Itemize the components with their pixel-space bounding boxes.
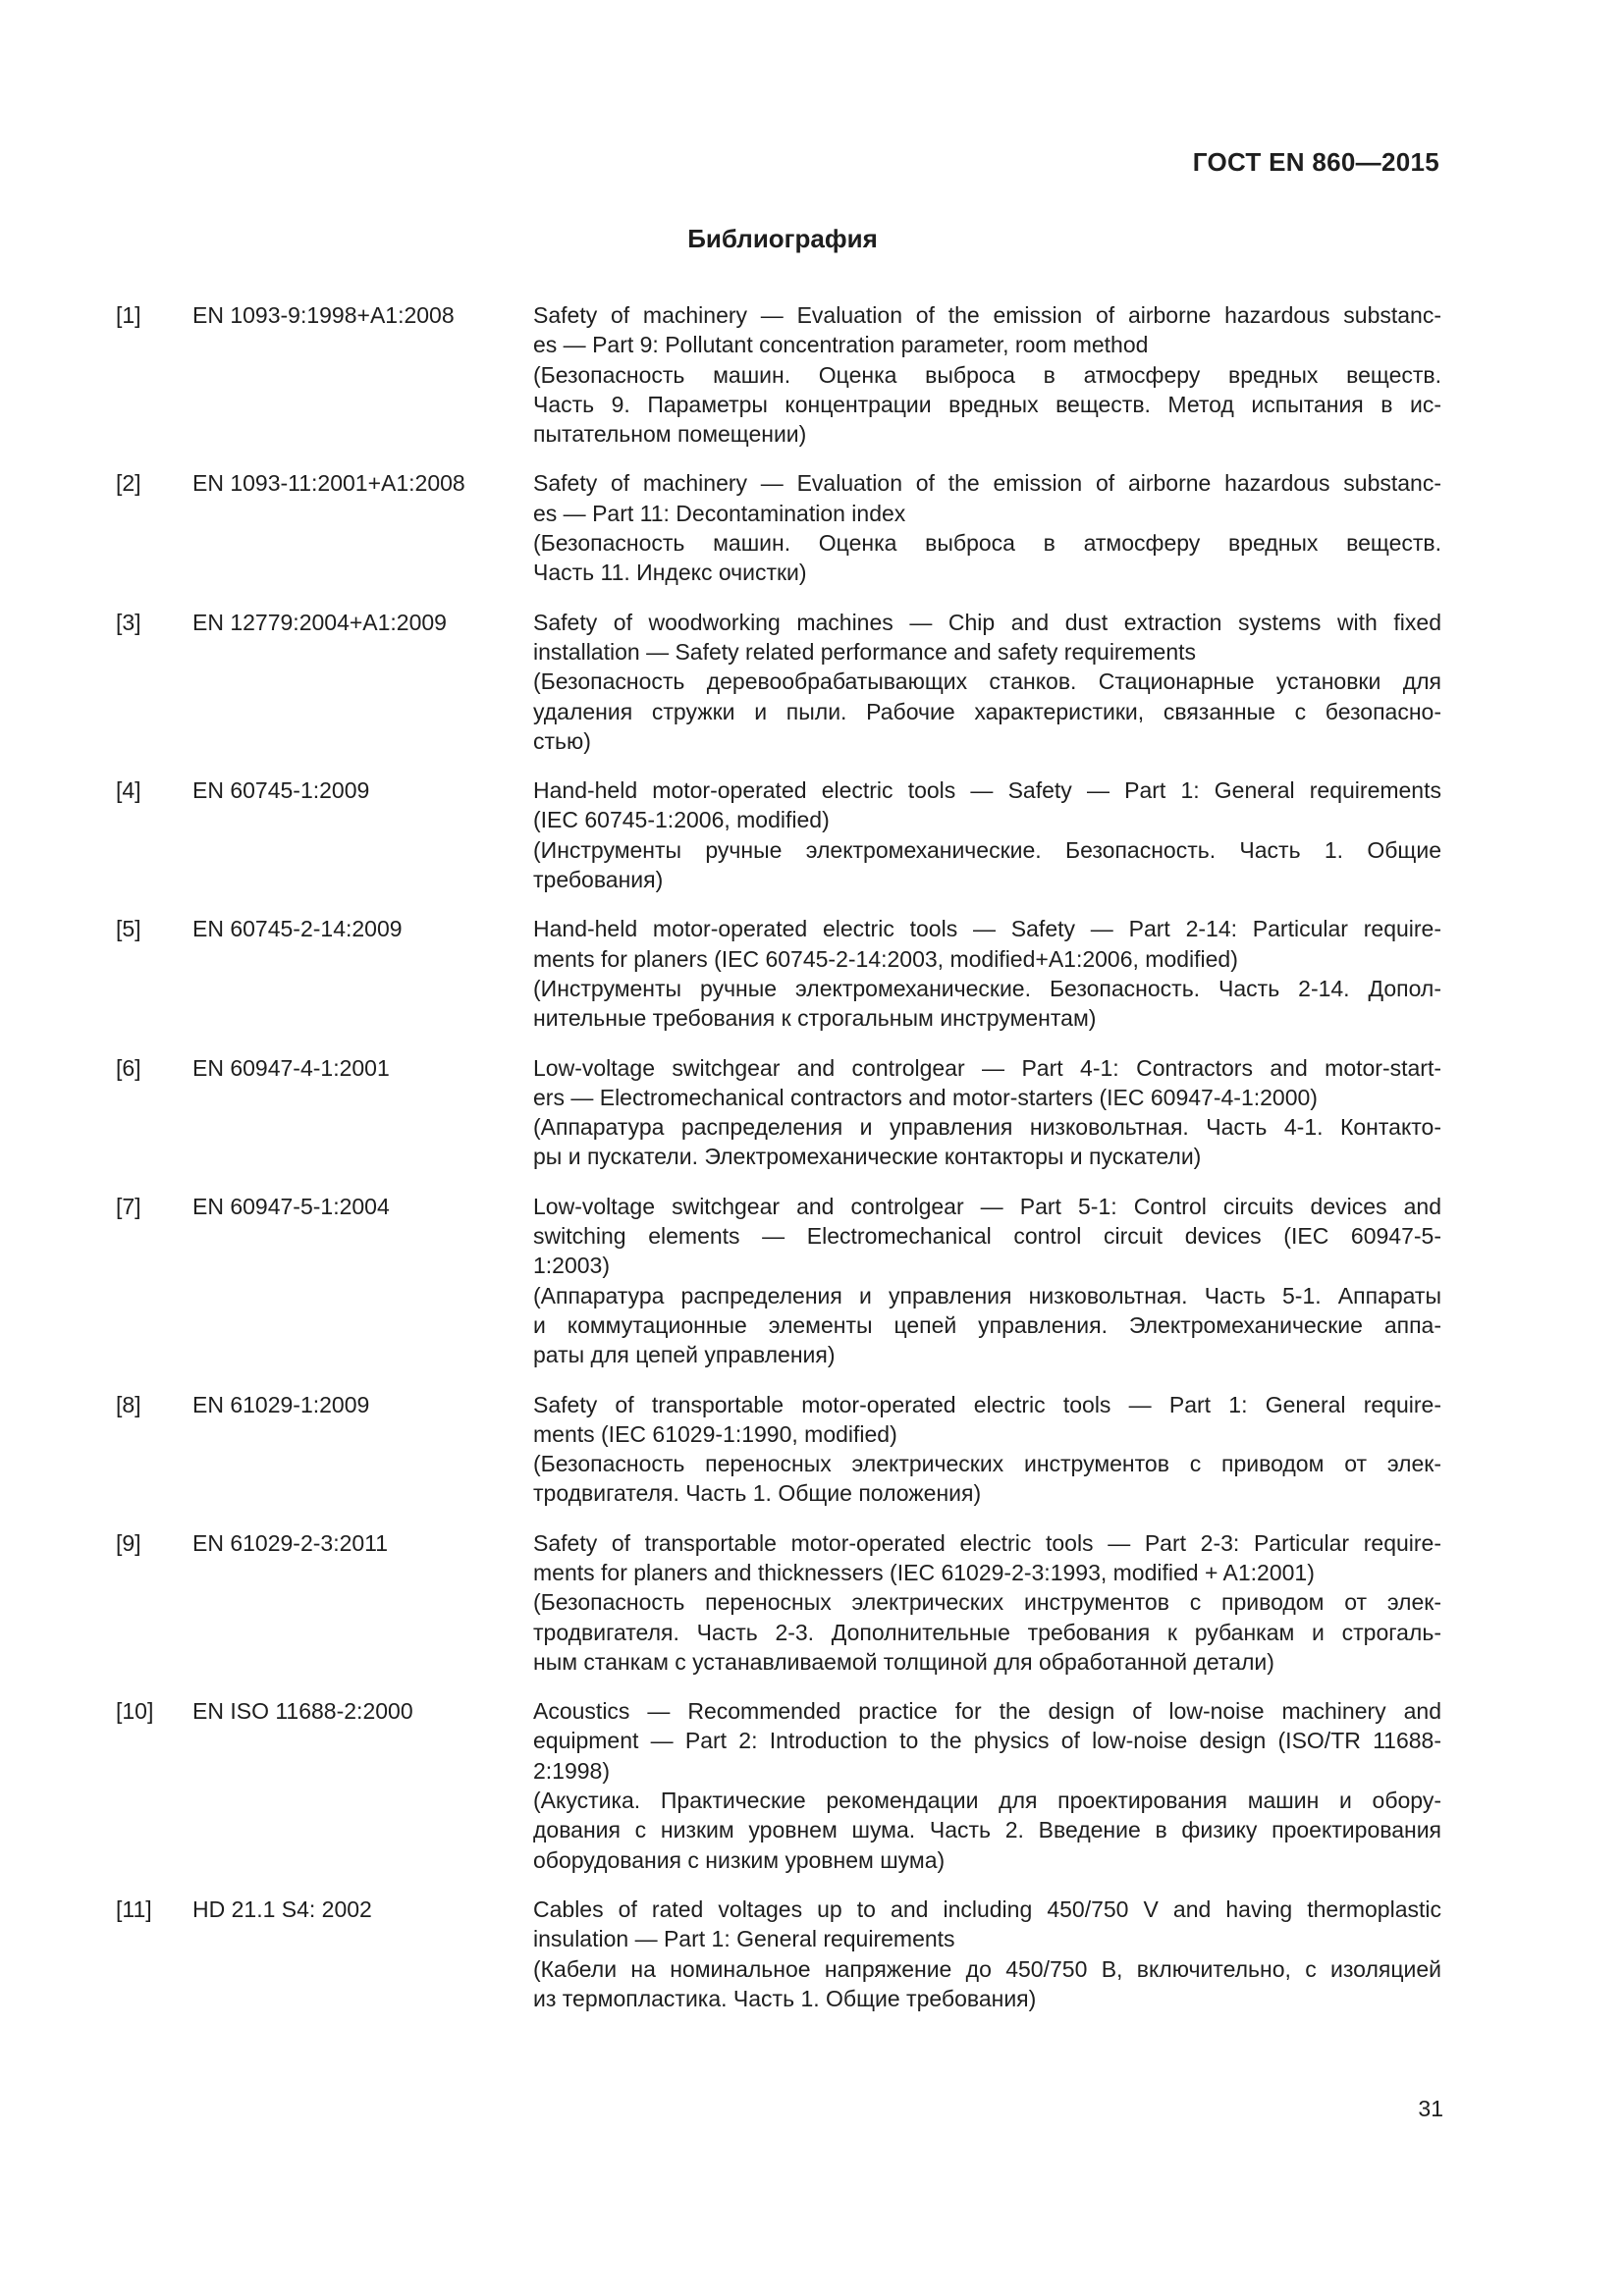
description-line: (Безопасность переносных электрических инструментов с приводом от элек- (533, 1451, 1441, 1477)
entry-number: [8] (116, 1391, 141, 1417)
description-line: нительные требования к строгальным инструментам) (533, 1005, 1097, 1032)
bibliography-entry (116, 1895, 1441, 2013)
entry-description (533, 914, 1441, 1033)
description-line: (Безопасность переносных электрических инструментов с приводом от элек- (533, 1589, 1441, 1616)
entry-standard-code: EN 61029-2-3:2011 (192, 1529, 389, 1556)
description-line: 1:2003) (533, 1253, 611, 1279)
description-line: Safety of machinery — Evaluation of the emission of airborne hazardous substanc- (533, 302, 1441, 328)
description-line: тродвигателя. Часть 2-3. Дополнительные требования к рубанкам и строгаль- (533, 1619, 1441, 1645)
entry-number: [2] (116, 470, 141, 497)
description-line: Safety of machinery — Evaluation of the emission of airborne hazardous substanc- (533, 470, 1441, 497)
description-line: Safety of woodworking machines — Chip and dust extraction systems with fixed (533, 609, 1441, 635)
entry-description (533, 1895, 1441, 2013)
entry-number: [3] (116, 609, 141, 635)
description-line: (Безопасность деревообрабатывающих станков. Стационарные установки для (533, 668, 1441, 695)
entry-description (533, 468, 1441, 587)
description-line: пытательном помещении) (533, 421, 807, 448)
description-line: стью) (533, 727, 591, 754)
entry-number: [1] (116, 302, 141, 328)
bibliography-entry (116, 300, 1441, 449)
description-line: (Аппаратура распределения и управления низковольтная. Часть 5-1. Аппараты (533, 1282, 1441, 1308)
description-line: и коммутационные элементы цепей управления. Электромеханические аппа- (533, 1311, 1441, 1338)
entry-standard-code: EN 61029-1:2009 (192, 1391, 370, 1417)
description-line: ным станкам с устанавливаемой толщиной для обработанной детали) (533, 1648, 1274, 1675)
description-line: (Безопасность машин. Оценка выброса в атмосферу вредных веществ. (533, 361, 1441, 388)
description-line: ments for planers and thicknessers (IEC 61029-2-3:1993, modified + A1:2001) (533, 1559, 1315, 1585)
entry-standard-code: EN 60745-2-14:2009 (192, 916, 403, 942)
document-standard-header: ГОСТ EN 860—2015 (1192, 147, 1439, 177)
entry-number: [11] (116, 1896, 152, 1922)
description-line: (Акустика. Практические рекомендации для проектирования машин и обору- (533, 1788, 1441, 1814)
description-line: Hand-held motor-operated electric tools — Safety — Part 2-14: Particular require- (533, 916, 1441, 942)
description-line: ments for planers (IEC 60745-2-14:2003, modified+A1:2006, modified) (533, 945, 1238, 972)
entry-number: [7] (116, 1193, 141, 1219)
entry-number: [10] (116, 1698, 154, 1725)
description-line: Low-voltage switchgear and controlgear — Part 5-1: Control circuits devices and (533, 1193, 1441, 1219)
description-line: удаления стружки и пыли. Рабочие характеристики, связанные с безопасно- (533, 698, 1441, 724)
description-line: Safety of transportable motor-operated electric tools — Part 1: General require- (533, 1391, 1441, 1417)
entry-description (533, 1528, 1441, 1677)
entry-description (533, 1192, 1441, 1370)
description-line: тродвигателя. Часть 1. Общие положения) (533, 1480, 982, 1507)
description-line: ers — Electromechanical contractors and motor-starters (IEC 60947-4-1:2000) (533, 1084, 1318, 1110)
description-line: (Кабели на номинальное напряжение до 450/750 В, включительно, с изоляцией (533, 1955, 1441, 1982)
entry-standard-code: EN 60947-4-1:2001 (192, 1054, 390, 1081)
description-line: Часть 9. Параметры концентрации вредных веществ. Метод испытания в ис- (533, 391, 1441, 417)
entry-description (533, 775, 1441, 894)
bibliography-entry (116, 914, 1441, 1033)
description-line: (Аппаратура распределения и управления низковольтная. Часть 4-1. Контакто- (533, 1114, 1441, 1141)
description-line: Acoustics — Recommended practice for the design of low-noise machinery and (533, 1698, 1441, 1725)
description-line: ments (IEC 61029-1:1990, modified) (533, 1420, 897, 1447)
entry-standard-code: EN 60947-5-1:2004 (192, 1193, 390, 1219)
description-line: ры и пускатели. Электромеханические контакторы и пускатели) (533, 1144, 1202, 1170)
bibliography-entry (116, 1696, 1441, 1875)
bibliography-entry (116, 775, 1441, 894)
description-line: es — Part 9: Pollutant concentration parameter, room method (533, 332, 1149, 358)
description-line: (Инструменты ручные электромеханические. Безопасность. Часть 2-14. Допол- (533, 975, 1441, 1001)
description-line: оборудования с низким уровнем шума) (533, 1846, 946, 1873)
description-line: из термопластика. Часть 1. Общие требования) (533, 1985, 1037, 2011)
page-number: 31 (1418, 2096, 1443, 2121)
bibliography-list (116, 300, 1441, 2033)
description-line: installation — Safety related performance and safety requirements (533, 638, 1197, 665)
bibliography-entry (116, 1390, 1441, 1509)
entry-description (533, 300, 1441, 449)
entry-standard-code: HD 21.1 S4: 2002 (192, 1896, 372, 1922)
description-line: раты для цепей управления) (533, 1342, 836, 1368)
bibliography-title: Библиография (687, 224, 878, 253)
description-line: Hand-held motor-operated electric tools — Safety — Part 1: General requirements (533, 777, 1441, 804)
entry-description (533, 1053, 1441, 1172)
bibliography-entry (116, 468, 1441, 587)
description-line: insulation — Part 1: General requirements (533, 1926, 955, 1952)
bibliography-entry (116, 608, 1441, 756)
entry-standard-code: EN 60745-1:2009 (192, 777, 370, 804)
entry-standard-code: EN ISO 11688-2:2000 (192, 1698, 413, 1725)
description-line: (IEC 60745-1:2006, modified) (533, 807, 830, 833)
entry-description (533, 1696, 1441, 1875)
description-line: (Инструменты ручные электромеханические. Безопасность. Часть 1. Общие (533, 836, 1441, 863)
description-line: дования с низким уровнем шума. Часть 2. Введение в физику проектирования (533, 1817, 1441, 1843)
description-line: switching elements — Electromechanical control circuit devices (IEC 60947-5- (533, 1223, 1441, 1250)
bibliography-entry (116, 1528, 1441, 1677)
description-line: 2:1998) (533, 1757, 611, 1784)
bibliography-entry (116, 1192, 1441, 1370)
entry-description (533, 1390, 1441, 1509)
entry-number: [4] (116, 777, 141, 804)
description-line: (Безопасность машин. Оценка выброса в атмосферу вредных веществ. (533, 530, 1441, 557)
entry-number: [6] (116, 1054, 141, 1081)
entry-standard-code: EN 1093-9:1998+A1:2008 (192, 302, 455, 328)
description-line: Часть 11. Индекс очистки) (533, 560, 807, 586)
entry-number: [9] (116, 1529, 141, 1556)
description-line: требования) (533, 867, 664, 893)
description-line: Low-voltage switchgear and controlgear — Part 4-1: Contractors and motor-start- (533, 1054, 1441, 1081)
description-line: es — Part 11: Decontamination index (533, 500, 906, 526)
entry-number: [5] (116, 916, 141, 942)
description-line: Cables of rated voltages up to and including 450/750 V and having thermoplastic (533, 1896, 1441, 1922)
description-line: equipment — Part 2: Introduction to the physics of low-noise design (ISO/TR 11688- (533, 1728, 1441, 1754)
entry-standard-code: EN 1093-11:2001+A1:2008 (192, 470, 465, 497)
description-line: Safety of transportable motor-operated electric tools — Part 2-3: Particular require- (533, 1529, 1441, 1556)
entry-standard-code: EN 12779:2004+A1:2009 (192, 609, 447, 635)
entry-description (533, 608, 1441, 756)
bibliography-entry (116, 1053, 1441, 1172)
